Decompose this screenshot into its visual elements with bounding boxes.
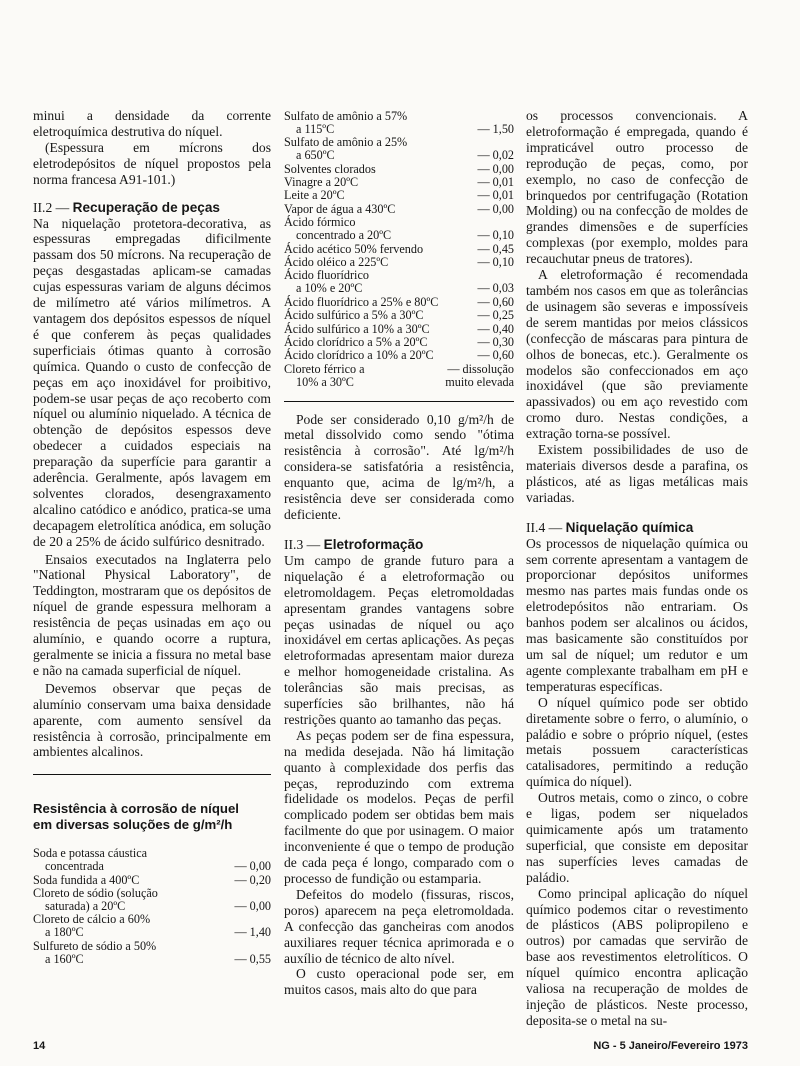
- row-label-line: Soda fundida a 400ºC: [33, 872, 140, 887]
- row-label-line: Vinagre a 20ºC: [284, 175, 359, 190]
- table-row: [284, 216, 514, 242]
- paragraph: Na niquelação protetora-decorativa, as espessuras empregadas dificilmente passam dos 50 mícrons. Na recuperação de peças desgastadas aplicam-se camadas cujas espessuras variam de alguns décimos de milímetro até vários milímetros. A vantagem dos depósitos espessos de níquel é que conferem às peças qualidades superficiais ótimas quanto à corrosão química. Quando o custo de confecção de peças em aço inoxidável for proibitivo, podem-se usar peças de aço recoberto com níquel ou alumínio niquelado. A técnica de obtenção de depósitos espessos deve obedecer a cuidados especiais na preparação da superfície para garantir a aderência. Geralmente, após lavagem em solventes clorados, desengraxamento alcalino catódico e anódico, pratica-se uma decapagem eletrolítica anódica, em solução de 20 a 25% de ácido sulfúrico desnitrado.: [33, 215, 271, 549]
- row-label-line: a 10% e 20ºC: [296, 281, 363, 296]
- table-row: [284, 189, 514, 202]
- corrosion-table-part-1: [33, 847, 271, 965]
- table-row: [33, 940, 271, 966]
- row-value-text: — 0,20: [234, 872, 271, 887]
- row-value: [458, 149, 514, 162]
- paragraph: Os processos de niquelação química ou sem corrente apresentam a vantagem de proporcionar depósitos uniformes mesmo nas partes mais fundas onde os eletrodepósitos não entrariam. Os banhos podem ser alcalinos ou ácidos, mas basicamente são constituídos por um sal de níquel; um redutor e um agente complexante trabalham em pH e temperaturas específicas.: [526, 535, 748, 694]
- section-number: II.2 —: [33, 199, 73, 215]
- row-value-text: — 0,25: [477, 308, 514, 323]
- row-value-text: — 0,00: [234, 859, 271, 874]
- row-value-text: — 0,30: [477, 334, 514, 349]
- table-row: [284, 269, 514, 295]
- row-label-line: a 160ºC: [45, 951, 84, 966]
- column-2: [284, 110, 514, 998]
- table-row: [284, 349, 514, 362]
- row-label: [33, 847, 215, 873]
- row-value-text: — 0,01: [477, 175, 514, 190]
- row-label-line: Ácido sulfúrico a 5% a 30ºC: [284, 308, 424, 323]
- row-label-line: Sulfato de amônio a 57%: [284, 109, 408, 123]
- row-label-line: Soda e potassa cáustica: [33, 846, 148, 861]
- row-label-line: Vapor de água a 430ºC: [284, 201, 396, 216]
- row-label-line: Ácido clorídrico a 5% a 20ºC: [284, 334, 428, 349]
- row-label: [284, 336, 458, 349]
- row-value: [215, 874, 271, 887]
- paragraph: A eletroformação é recomendada também nos casos em que as tolerâncias de usinagem são severas e impossíveis de serem mantidas por meios clássicos (confecção de máscaras para pintura de olhos de bonecas, etc.). Geralmente os modelos são confeccionados em aço inoxidável (que são previamente apassivados) ou em aço revestido com cromo duro. Nestas condições, a extração torna-se possível.: [526, 267, 748, 442]
- row-label-line: Solventes clorados: [284, 161, 376, 176]
- row-value: [458, 296, 514, 309]
- paragraph: As peças podem ser de fina espessura, na medida desejada. Não há limitação quanto à complexidade dos perfis das peças, reproduzindo com extrema fidelidade os modelos. Peças de perfil complicado podem ser obtidas bem mais facilmente do que por usinagem. O maior inconveniente é que o tempo de produção de cada peça é longo, comparado com o processo de fundição ou estamparia.: [284, 727, 514, 886]
- table-row: [33, 887, 271, 913]
- divider: [284, 401, 514, 402]
- row-label: [284, 176, 458, 189]
- row-label-line: Ácido fluorídrico: [284, 268, 369, 283]
- row-value-text: — 0,03: [477, 281, 514, 296]
- row-value: [458, 229, 514, 242]
- table-row: [284, 323, 514, 336]
- row-label: [284, 349, 458, 362]
- row-value: [458, 336, 514, 349]
- row-label-line: Ácido oléico a 225ºC: [284, 254, 389, 269]
- row-value: [458, 123, 514, 136]
- paragraph: O níquel químico pode ser obtido diretamente sobre o ferro, o alumínio, o paládio e sobre o próprio níquel, (estes metais possuem características catalisadores, permitindo a redução química do níquel).: [526, 694, 748, 790]
- column-3: [526, 108, 748, 1029]
- table-row: [284, 163, 514, 176]
- column-1: [33, 108, 271, 966]
- section-title: Niquelação química: [565, 519, 694, 535]
- table-title-line-2: em diversas soluções de g/m²/h: [33, 817, 233, 833]
- row-value-text: — 0,10: [477, 254, 514, 269]
- row-value-text: — 0,01: [477, 188, 514, 203]
- row-label-line: a 180ºC: [45, 925, 84, 940]
- paragraph: Um campo de grande futuro para a niquelação é a eletroformação ou eletromoldagem. Peças eletromoldadas apresentam grandes vantagens sobre peças usinadas de níquel ou aço inoxidável em certas aplicações. As peças eletroformadas apresentam maior dureza e melhor homogeneidade cristalina. As tolerâncias são mais precisas, as superfícies são brilhantes, não há restrições quanto ao tamanho das peças.: [284, 552, 514, 727]
- row-value: [458, 256, 514, 269]
- row-label-line: 10% a 30ºC: [296, 374, 354, 389]
- row-label: [284, 296, 458, 309]
- row-label-line: Sulfureto de sódio a 50%: [33, 938, 157, 953]
- row-label-line: Ácido fluorídrico a 25% e 80ºC: [284, 294, 439, 309]
- row-value: [215, 926, 271, 939]
- row-value-text: — 1,50: [477, 121, 514, 136]
- table-title: [33, 801, 271, 833]
- row-value: [458, 163, 514, 176]
- section-heading-4: [526, 520, 748, 536]
- paragraph: Existem possibilidades de uso de materiais diversos desde a parafina, os plásticos, até as ligas metálicas mais variadas.: [526, 442, 748, 505]
- row-value: [215, 953, 271, 966]
- row-value-text: — 0,60: [477, 348, 514, 363]
- row-label-line: concentrado a 20ºC: [296, 228, 392, 243]
- row-value-text: — 0,55: [234, 951, 271, 966]
- row-label-line: Ácido fórmico: [284, 215, 356, 230]
- row-label-line: saturada) a 20ºC: [45, 898, 126, 913]
- row-value-text: — 0,60: [477, 294, 514, 309]
- row-value-text: — 0,00: [477, 201, 514, 216]
- row-label-line: a 650ºC: [296, 148, 335, 163]
- row-label-line: Ácido sulfúrico a 10% a 30ºC: [284, 321, 430, 336]
- row-label: [284, 309, 458, 322]
- row-label: [284, 363, 430, 389]
- row-value: [458, 203, 514, 216]
- row-label: [284, 189, 458, 202]
- section-heading-2: [33, 200, 271, 216]
- row-value: [458, 349, 514, 362]
- row-value-text: — 0,00: [477, 161, 514, 176]
- corrosion-table-part-2: [284, 110, 514, 389]
- issue-line: NG - 5 Janeiro/Fevereiro 1973: [593, 1040, 748, 1052]
- row-value: [458, 189, 514, 202]
- row-label-line: a 115ºC: [296, 121, 335, 136]
- table-row: [284, 176, 514, 189]
- table-row: [284, 136, 514, 162]
- table-row: [284, 110, 514, 136]
- paragraph: Como principal aplicação do níquel químico podemos citar o revestimento de plásticos (ABS polipropileno e outros) por camadas que servirão de base aos revestimentos eletrolíticos. O níquel químico encontra aplicação valiosa na recuperação de moldes de injeção de plásticos. Neste processo, deposita-se o metal na su-: [526, 885, 748, 1028]
- row-label: [33, 940, 215, 966]
- row-label: [284, 243, 458, 256]
- table-title-line-1: Resistência à corrosão de níquel: [33, 801, 239, 817]
- row-value: [458, 309, 514, 322]
- row-label-line: concentrada: [45, 859, 104, 874]
- row-value: [458, 243, 514, 256]
- row-value: [430, 363, 514, 389]
- paragraph: Pode ser considerado 0,10 g/m²/h de metal dissolvido como sendo "ótima resistência à corrosão". Até lg/m²/h considera-se satisfatória a resistência, enquanto que, acima de lg/m²/h, a resistência deve ser considerada como deficiente.: [284, 411, 514, 522]
- row-label-line: Ácido clorídrico a 10% a 20ºC: [284, 348, 434, 363]
- paragraph: Outros metais, como o zinco, o cobre e ligas, podem ser niquelados quimicamente após um tratamento superficial, que consiste em depositar nas superfícies leves camadas de paládio.: [526, 790, 748, 885]
- section-heading-3: [284, 537, 514, 553]
- row-label: [33, 887, 215, 913]
- row-label: [284, 216, 458, 242]
- paragraph: Devemos observar que peças de alumínio conservam uma baixa densidade aparente, com aumento sensível da resistência à corrosão, principalmente em ambientes alcalinos.: [33, 680, 271, 760]
- row-label: [284, 136, 458, 162]
- table-row: [284, 256, 514, 269]
- row-value: [458, 176, 514, 189]
- section-number: II.3 —: [284, 536, 324, 552]
- row-label: [284, 163, 458, 176]
- paragraph: Ensaios executados na Inglaterra pelo "National Physical Laboratory", de Teddington, mostraram que os depósitos de níquel de grande espessura melhoram a resistência de peças usinadas em aço ou alumínio, e quando ocorre a ruptura, geralmente se inicia a fissura no metal base e não na camada superficial de níquel.: [33, 551, 271, 678]
- row-label: [284, 256, 458, 269]
- row-value-text: — 0,10: [477, 228, 514, 243]
- table-row: [33, 847, 271, 873]
- paragraph: minui a densidade da corrente eletroquímica destrutiva do níquel.: [33, 108, 271, 139]
- row-value: [458, 282, 514, 295]
- row-label-line: Ácido acético 50% fervendo: [284, 241, 424, 256]
- table-row: [284, 203, 514, 216]
- row-value-text: — 1,40: [234, 925, 271, 940]
- row-value: [215, 900, 271, 913]
- row-label: [284, 269, 458, 295]
- row-label-line: Cloreto de sódio (solução: [33, 886, 158, 901]
- table-row: [284, 243, 514, 256]
- row-label: [284, 110, 458, 136]
- paragraph: Defeitos do modelo (fissuras, riscos, poros) aparecem na peça eletromoldada. A confecção das gancheiras com anodos auxiliares requer técnica aprimorada e o auxílio de técnico de alto nível.: [284, 886, 514, 966]
- row-value-text: — dissolução: [447, 361, 514, 376]
- section-number: II.4 —: [526, 519, 566, 535]
- paragraph: os processos convencionais. A eletroformação é empregada, quando é impraticável outro processo de reprodução de peças, como, por exemplo, no caso de confecção de brinquedos por centrifugação (Rotation Molding) ou na confecção de moldes de grandes dimensões e de superfícies complexas (por exemplo, moldes para recauchutar pneus de tratores).: [526, 108, 748, 267]
- row-value-text: — 0,02: [477, 148, 514, 163]
- table-row: [33, 913, 271, 939]
- section-title: Eletroformação: [323, 536, 424, 552]
- table-row: [284, 363, 514, 389]
- row-value-text: — 0,40: [477, 321, 514, 336]
- row-label-line: Sulfato de amônio a 25%: [284, 135, 408, 150]
- row-label: [284, 203, 458, 216]
- table-row: [284, 309, 514, 322]
- row-label: [33, 874, 215, 887]
- row-value: [458, 323, 514, 336]
- page-number: 14: [33, 1040, 46, 1052]
- table-row: [284, 296, 514, 309]
- section-title: Recuperação de peças: [72, 199, 220, 215]
- paragraph-note: (Espessura em mícrons dos eletrodepósitos de níquel propostos pela norma francesa A91-101.): [33, 139, 271, 187]
- row-value-text: — 0,45: [477, 241, 514, 256]
- row-value-text: — 0,00: [234, 898, 271, 913]
- row-label: [284, 323, 458, 336]
- row-value-text: muito elevada: [445, 374, 514, 389]
- divider: [33, 774, 271, 775]
- row-label-line: Cloreto de cálcio a 60%: [33, 912, 151, 927]
- row-label-line: Leite a 20ºC: [284, 188, 345, 203]
- paragraph: O custo operacional pode ser, em muitos casos, mais alto do que para: [284, 966, 514, 998]
- row-label-line: Cloreto férrico a: [284, 361, 365, 376]
- row-label: [33, 913, 215, 939]
- row-value: [215, 860, 271, 873]
- table-row: [284, 336, 514, 349]
- table-row: [33, 874, 271, 887]
